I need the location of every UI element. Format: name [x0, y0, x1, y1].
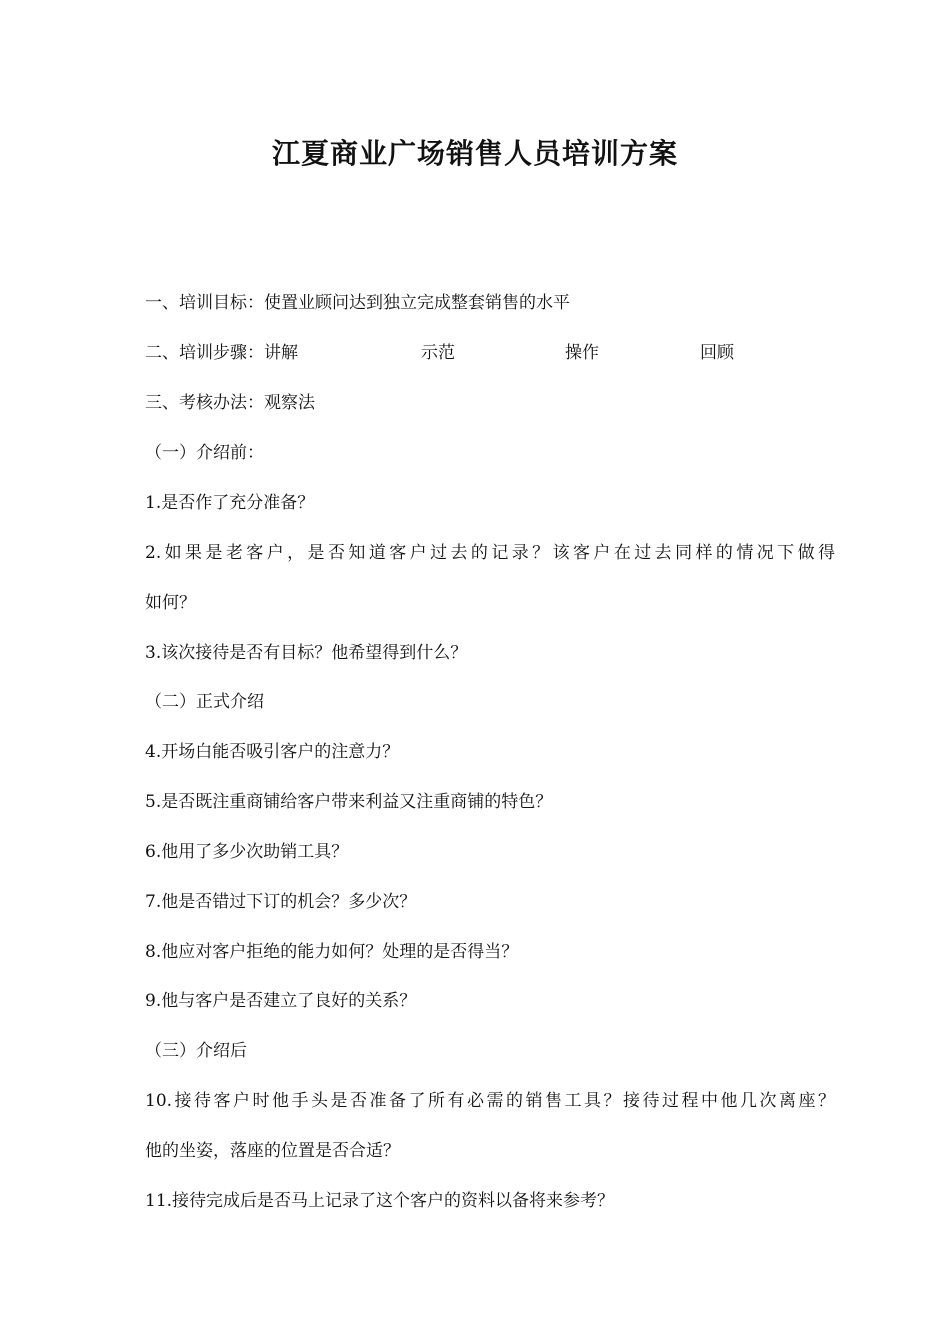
checklist-item: 8.他应对客户拒绝的能力如何？处理的是否得当？	[145, 942, 519, 962]
checklist-item: 4.开场白能否吸引客户的注意力？	[145, 742, 400, 762]
section-heading-before: （一）介绍前：	[145, 443, 264, 463]
training-step-demo: 示范	[421, 343, 455, 363]
section-heading-after: （三）介绍后	[145, 1041, 247, 1061]
checklist-item: 3.该次接待是否有目标？他希望得到什么？	[145, 643, 468, 663]
checklist-item-continued: 如何？	[145, 593, 196, 613]
checklist-item: 9.他与客户是否建立了良好的关系？	[145, 991, 417, 1011]
checklist-item: 6.他用了多少次助销工具？	[145, 842, 349, 862]
checklist-item: 11.接待完成后是否马上记录了这个客户的资料以备将来参考？	[145, 1191, 615, 1211]
assessment-method: 三、考核办法：观察法	[145, 393, 315, 413]
checklist-item: 2.如果是老客户，是否知道客户过去的记录？该客户在过去同样的情况下做得	[145, 543, 835, 563]
checklist-item-continued: 他的坐姿，落座的位置是否合适？	[145, 1141, 400, 1161]
section-heading-formal: （二）正式介绍	[145, 692, 264, 712]
document-title: 江夏商业广场销售人员培训方案	[271, 137, 678, 170]
training-step-review: 回顾	[700, 343, 734, 363]
training-steps-label: 二、培训步骤：讲解	[145, 343, 298, 363]
checklist-item: 10.接待客户时他手头是否准备了所有必需的销售工具？接待过程中他几次离座？	[145, 1091, 835, 1111]
training-objective: 一、培训目标：使置业顾问达到独立完成整套销售的水平	[145, 293, 570, 313]
checklist-item: 1.是否作了充分准备？	[145, 493, 315, 513]
checklist-item: 5.是否既注重商铺给客户带来利益又注重商铺的特色？	[145, 792, 553, 812]
checklist-item: 7.他是否错过下订的机会？多少次？	[145, 892, 417, 912]
training-step-practice: 操作	[565, 343, 599, 363]
